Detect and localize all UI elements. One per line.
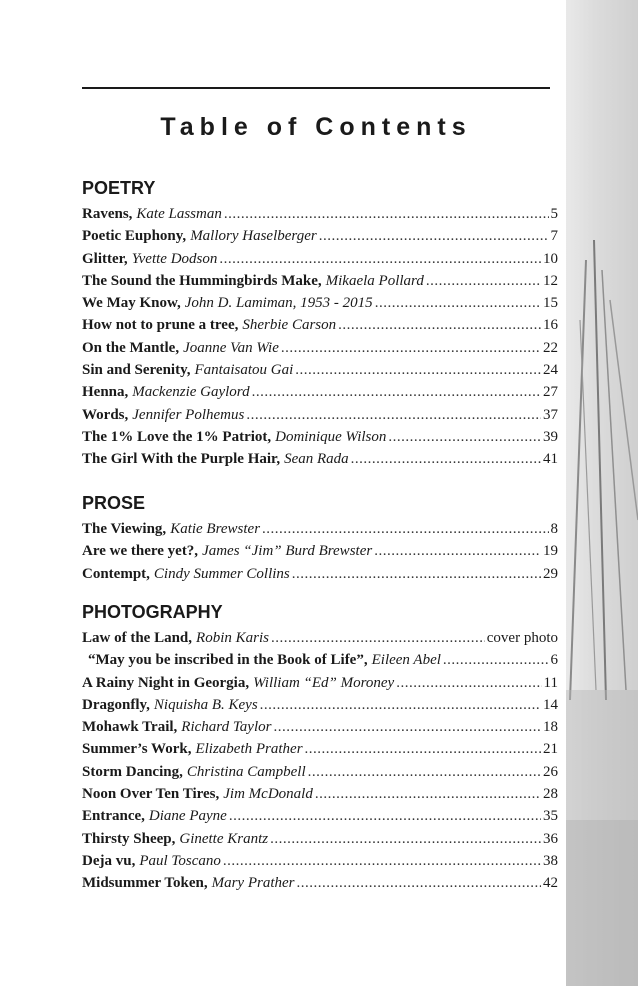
entry-page: 7 — [550, 228, 558, 245]
entry-title: Poetic Euphony, — [82, 228, 187, 245]
leader-dots — [229, 805, 541, 827]
toc-entry — [82, 248, 558, 270]
entry-title: Sin and Serenity, — [82, 362, 191, 379]
entry-list — [82, 203, 558, 471]
entry-author: Sherbie Carson — [242, 317, 337, 334]
section-heading: PROSE — [82, 493, 146, 513]
header-rule — [82, 87, 550, 89]
toc-entry — [82, 359, 558, 381]
toc-entry — [82, 805, 558, 827]
entry-title: How not to prune a tree, — [82, 317, 239, 334]
entry-page: 16 — [543, 317, 558, 334]
toc-entry — [82, 716, 558, 738]
toc-entry — [82, 314, 558, 336]
entry-title: The Viewing, — [82, 521, 167, 537]
entry-page: 18 — [543, 719, 558, 736]
entry-page: cover photo — [486, 630, 558, 646]
entry-title: The Girl With the Purple Hair, — [82, 451, 281, 468]
entry-page: 14 — [543, 696, 558, 713]
toc-entry — [82, 448, 558, 470]
section-prose — [82, 491, 558, 585]
entry-list — [82, 627, 558, 895]
leader-dots — [426, 270, 541, 292]
toc-entry — [82, 518, 558, 540]
entry-title: Deja vu, — [82, 852, 136, 869]
entry-author: Robin Karis — [196, 630, 269, 646]
entry-page: 41 — [543, 451, 558, 468]
entry-author: Eileen Abel — [371, 652, 441, 669]
section-heading: PHOTOGRAPHY — [82, 602, 223, 622]
entry-author: Mackenzie Gaylord — [132, 384, 250, 401]
entry-page: 29 — [543, 565, 558, 582]
entry-author: Joanne Van Wie — [183, 339, 279, 356]
entry-author: Yvette Dodson — [131, 250, 218, 267]
entry-author: Cindy Summer Collins — [153, 565, 290, 582]
entry-title: Noon Over Ten Tires, — [82, 786, 220, 803]
entry-page: 8 — [550, 521, 558, 537]
leader-dots — [246, 404, 541, 426]
toc-entry — [82, 694, 558, 716]
toc-entry — [82, 270, 558, 292]
entry-title: Dragonfly, — [82, 696, 150, 713]
entry-author: Jim McDonald — [223, 786, 313, 803]
section-heading: POETRY — [82, 178, 156, 198]
entry-author: Elizabeth Prather — [195, 741, 303, 758]
entry-title: Contempt, — [82, 565, 150, 582]
entry-author: Richard Taylor — [181, 719, 272, 736]
entry-author: Katie Brewster — [170, 521, 261, 537]
entry-page: 22 — [543, 339, 558, 356]
entry-title: Midsummer Token, — [82, 875, 208, 892]
toc-entry — [82, 426, 558, 448]
leader-dots — [319, 225, 549, 247]
entry-title: On the Mantle, — [82, 339, 180, 356]
entry-title: Words, — [82, 406, 129, 423]
leader-dots — [273, 716, 541, 738]
entry-author: Ginette Krantz — [179, 830, 269, 847]
toc-entry — [82, 540, 558, 562]
leader-dots — [252, 381, 541, 403]
toc-entry — [82, 381, 558, 403]
entry-page: 5 — [550, 206, 558, 222]
entry-page: 24 — [543, 362, 558, 379]
leader-dots — [388, 426, 541, 448]
toc-entry — [82, 672, 558, 694]
entry-author: Niquisha B. Keys — [153, 696, 258, 713]
toc-entry — [82, 761, 558, 783]
entry-title: Are we there yet?, — [82, 543, 199, 560]
entry-page: 39 — [543, 428, 558, 445]
leader-dots — [351, 448, 541, 470]
background-photo-strip — [566, 0, 638, 986]
leader-dots — [260, 694, 541, 716]
leader-dots — [281, 337, 541, 359]
entry-page: 38 — [543, 852, 558, 869]
toc-entry — [82, 828, 558, 850]
entry-page: 11 — [543, 674, 558, 691]
entry-page: 6 — [550, 652, 558, 669]
entry-author: Jennifer Polhemus — [132, 406, 245, 423]
entry-author: William “Ed” Moroney — [253, 674, 395, 691]
entry-page: 28 — [543, 786, 558, 803]
entry-page: 12 — [543, 272, 558, 289]
leader-dots — [224, 203, 549, 225]
toc-entry — [82, 203, 558, 225]
entry-page: 19 — [543, 543, 558, 560]
entry-page: 10 — [543, 250, 558, 267]
leader-dots — [223, 850, 541, 872]
entry-title: The Sound the Hummingbirds Make, — [82, 272, 322, 289]
entry-title: Ravens, — [82, 206, 133, 222]
entry-author: Sean Rada — [284, 451, 349, 468]
leader-dots — [292, 563, 541, 585]
entry-page: 26 — [543, 763, 558, 780]
entry-title: We May Know, — [82, 295, 181, 312]
toc-entry — [82, 872, 558, 894]
toc-entry — [82, 627, 558, 649]
leader-dots — [443, 649, 549, 671]
entry-page: 37 — [543, 406, 558, 423]
entry-title: Entrance, — [82, 808, 145, 825]
entry-title: Mohawk Trail, — [82, 719, 178, 736]
entry-author: John D. Lamiman, 1953 - 2015 — [184, 295, 373, 312]
toc-entry — [82, 404, 558, 426]
toc-entry — [82, 850, 558, 872]
entry-title: Law of the Land, — [82, 630, 193, 646]
toc-entry — [82, 337, 558, 359]
entry-author: Kate Lassman — [136, 206, 222, 222]
leader-dots — [305, 738, 541, 760]
tipi-poles-illustration — [566, 0, 638, 986]
entry-author: Mallory Haselberger — [190, 228, 317, 245]
toc-entry — [82, 292, 558, 314]
leader-dots — [375, 292, 541, 314]
entry-author: Paul Toscano — [139, 852, 221, 869]
leader-dots — [270, 828, 541, 850]
leader-dots — [219, 248, 541, 270]
entry-author: Fantaisatou Gai — [194, 362, 294, 379]
entry-author: James “Jim” Burd Brewster — [202, 543, 373, 560]
toc-entry — [82, 783, 558, 805]
entry-author: Christina Campbell — [186, 763, 306, 780]
entry-page: 15 — [543, 295, 558, 312]
entry-page: 35 — [543, 808, 558, 825]
entry-title: Storm Dancing, — [82, 763, 183, 780]
entry-author: Diane Payne — [148, 808, 227, 825]
page-title: Table of Contents — [160, 113, 472, 141]
leader-dots — [374, 540, 541, 562]
leader-dots — [271, 627, 485, 649]
entry-title: Henna, — [82, 384, 129, 401]
leader-dots — [338, 314, 541, 336]
toc-entry — [82, 738, 558, 760]
leader-dots — [308, 761, 541, 783]
entry-list — [82, 518, 558, 585]
entry-title: The 1% Love the 1% Patriot, — [82, 428, 272, 445]
toc-entry — [82, 649, 558, 671]
entry-title: “May you be inscribed in the Book of Life”, — [88, 652, 368, 669]
entry-title: A Rainy Night in Georgia, — [82, 674, 250, 691]
entry-author: Mary Prather — [211, 875, 295, 892]
entry-title: Thirsty Sheep, — [82, 830, 176, 847]
leader-dots — [295, 359, 541, 381]
entry-title: Glitter, — [82, 250, 128, 267]
entry-author: Mikaela Pollard — [325, 272, 424, 289]
section-photography — [82, 600, 558, 895]
entry-page: 42 — [543, 875, 558, 892]
entry-title: Summer’s Work, — [82, 741, 192, 758]
leader-dots — [396, 672, 541, 694]
leader-dots — [315, 783, 541, 805]
entry-page: 27 — [543, 384, 558, 401]
entry-author: Dominique Wilson — [275, 428, 387, 445]
section-poetry — [82, 176, 558, 471]
leader-dots — [297, 872, 542, 894]
toc-entry — [82, 225, 558, 247]
entry-page: 36 — [543, 830, 558, 847]
leader-dots — [262, 518, 548, 540]
entry-page: 21 — [543, 741, 558, 758]
toc-entry — [82, 563, 558, 585]
